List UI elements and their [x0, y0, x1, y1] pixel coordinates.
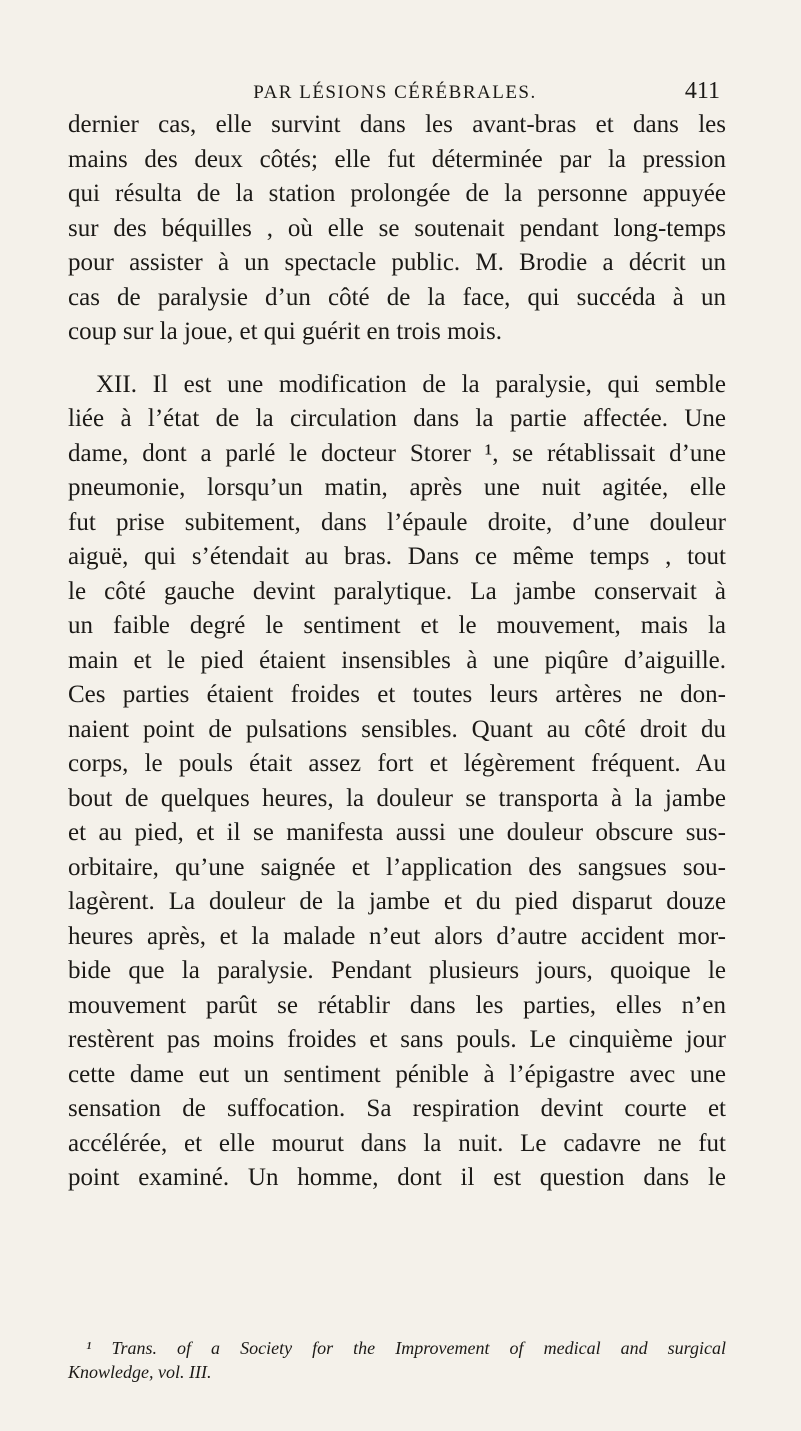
- running-head: [70, 78, 720, 110]
- text-line: naient point de pulsations sensibles. Quant au côté droit du: [68, 715, 726, 743]
- text-line: accélérée, et elle mourut dans la nuit. Le cadavre ne fut: [68, 1129, 726, 1157]
- text-line: lagèrent. La douleur de la jambe et du pied disparut douze: [68, 888, 726, 915]
- text-line: pneumonie, lorsqu’un matin, après une nuit agitée, elle: [68, 474, 726, 501]
- text-line: mains des deux côtés; elle fut déterminée par la pression: [68, 145, 726, 173]
- text-line: XII. Il est une modification de la paralysie, qui semble: [96, 370, 726, 398]
- text-line: liée à l’état de la circulation dans la partie affectée. Une: [68, 405, 726, 432]
- text-line: orbitaire, qu’une saignée et l’application des sangsues sou-: [68, 853, 726, 881]
- text-line: bide que la paralysie. Pendant plusieurs jours, quoique le: [68, 957, 726, 984]
- text-line: dame, dont a parlé le docteur Storer ¹, se rétablissait d’une: [68, 439, 726, 467]
- text-line: restèrent pas moins froides et sans pouls. Le cinquième jour: [68, 1026, 726, 1053]
- text-line: le côté gauche devint paralytique. La jambe conservait à: [68, 577, 726, 605]
- text-line: dernier cas, elle survint dans les avant-bras et dans les: [68, 111, 726, 138]
- text-line: et au pied, et il se manifesta aussi une douleur obscure sus-: [68, 819, 726, 846]
- text-line: coup sur la joue, et qui guérit en trois mois.: [68, 318, 502, 345]
- text-line: un faible degré le sentiment et le mouvement, mais la: [68, 612, 726, 639]
- body-text: [68, 108, 726, 1196]
- footnote-line: ¹ Trans. of a Society for the Improvement of medical and surgical: [86, 1338, 726, 1358]
- paragraph-gap: [68, 350, 726, 368]
- text-line: qui résulta de la station prolongée de la personne appuyée: [68, 180, 726, 207]
- text-line: bout de quelques heures, la douleur se transporta à la jambe: [68, 784, 726, 812]
- text-line: cette dame eut un sentiment pénible à l’épigastre avec une: [68, 1060, 726, 1088]
- footnote: [68, 1336, 726, 1384]
- text-line: aiguë, qui s’étendait au bras. Dans ce même temps , tout: [68, 543, 726, 570]
- text-line: Ces parties étaient froides et toutes leurs artères ne don-: [68, 681, 726, 708]
- text-line: pour assister à un spectacle public. M. Brodie a décrit un: [68, 249, 726, 276]
- text-line: fut prise subitement, dans l’épaule droite, d’une douleur: [68, 508, 726, 536]
- page-number: 411: [684, 78, 720, 104]
- text-line: mouvement parût se rétablir dans les parties, elles n’en: [68, 991, 726, 1019]
- text-line: main et le pied étaient insensibles à une piqûre d’aiguille.: [68, 646, 726, 674]
- running-title: PAR LÉSIONS CÉRÉBRALES.: [253, 82, 537, 103]
- text-line: point examiné. Un homme, dont il est question dans le: [68, 1164, 726, 1191]
- footnote-line: Knowledge, vol. III.: [68, 1362, 212, 1382]
- text-line: heures après, et la malade n’eut alors d’autre accident mor-: [68, 922, 726, 950]
- text-line: sensation de suffocation. Sa respiration devint courte et: [68, 1095, 726, 1122]
- text-line: corps, le pouls était assez fort et légèrement fréquent. Au: [68, 750, 726, 777]
- text-line: sur des béquilles , où elle se soutenait pendant long-temps: [68, 214, 726, 242]
- text-line: cas de paralysie d’un côté de la face, qui succéda à un: [68, 283, 726, 311]
